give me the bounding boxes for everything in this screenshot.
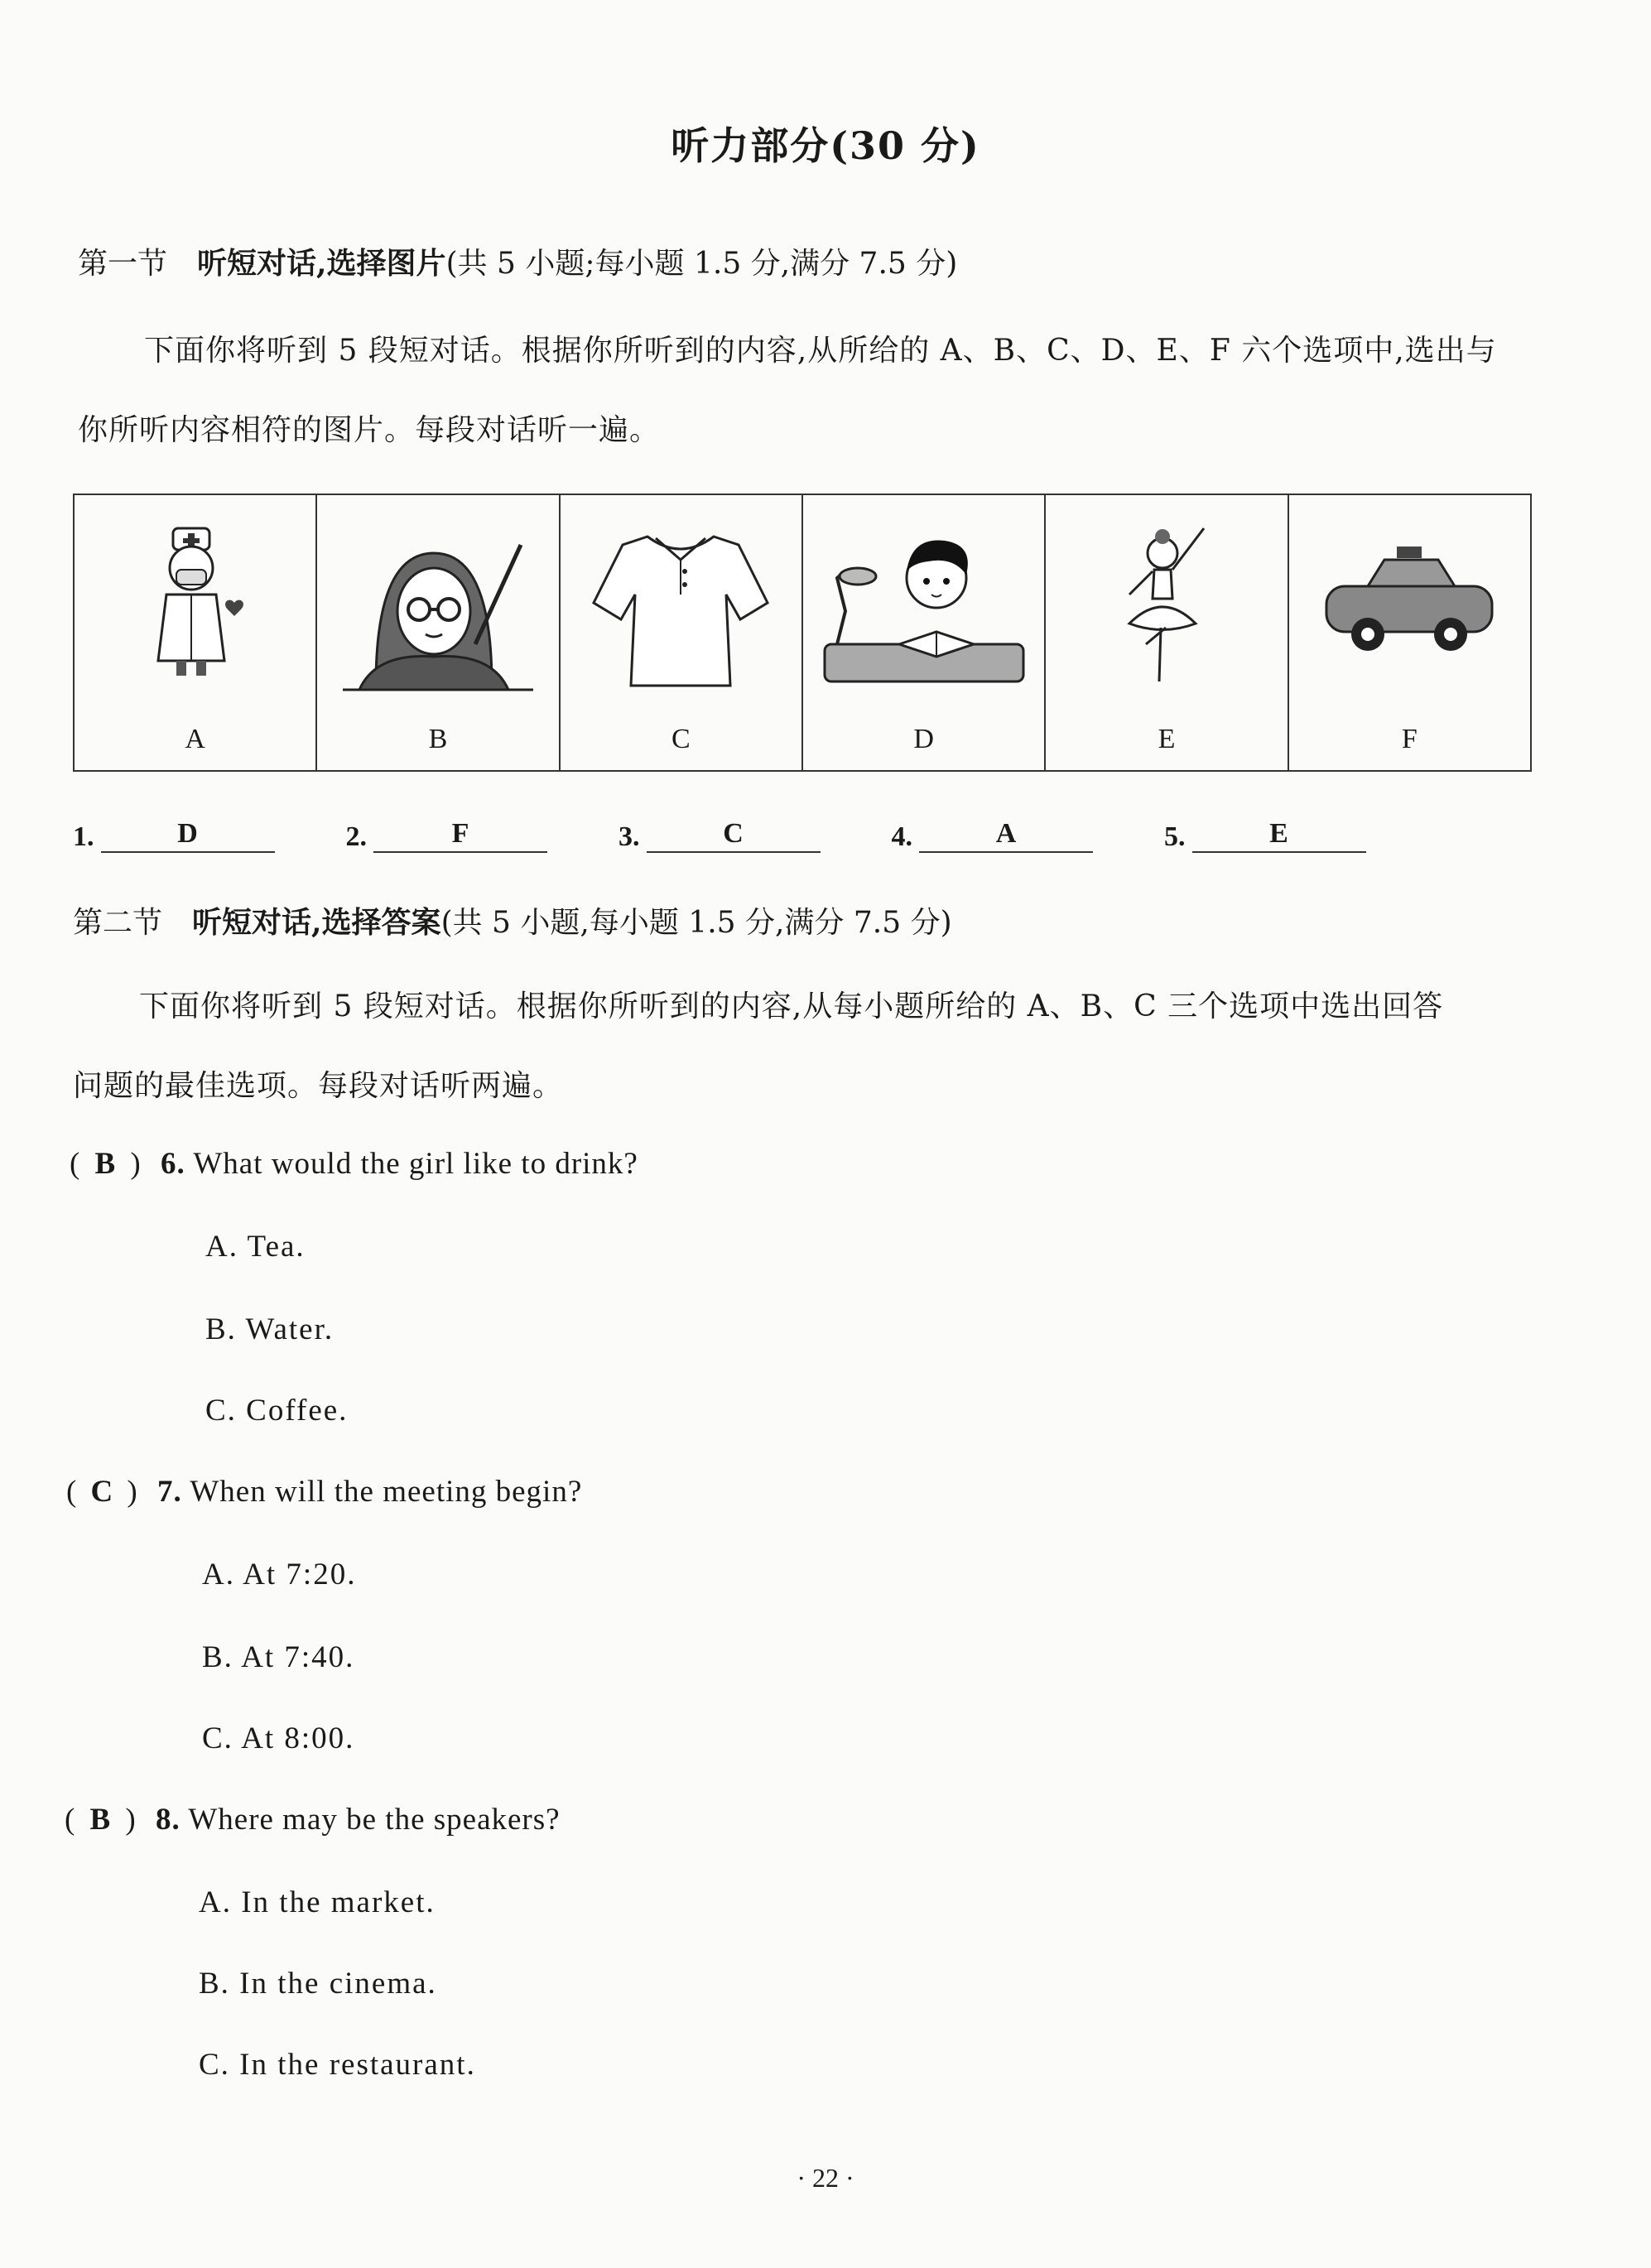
option-c[interactable]: C. In the restaurant.	[199, 2048, 476, 2082]
answer-paren: ( B )	[70, 1147, 142, 1181]
section2-instruction	[73, 967, 1530, 1126]
taxi-icon	[1322, 545, 1496, 669]
question-text: Where may be the speakers?	[188, 1803, 561, 1837]
page-title: 听力部分(30 分)	[671, 123, 980, 168]
answer-item	[1164, 818, 1366, 853]
section2-number: 第二节	[73, 906, 163, 940]
picture-option-d	[803, 495, 1046, 770]
section1-title: 听短对话,选择图片	[197, 246, 446, 281]
answer-blank[interactable]: F	[373, 818, 547, 853]
option-a[interactable]: A. In the market.	[199, 1885, 436, 1919]
option-c[interactable]: C. At 8:00.	[202, 1721, 355, 1755]
picture-option-c	[561, 495, 803, 770]
section1-instruction-line1: 下面你将听到 5 段短对话。根据你所听到的内容,从所给的 A、B、C、D、E、F 六个选项中,选出与	[144, 334, 1497, 368]
option-b[interactable]: B. In the cinema.	[199, 1967, 437, 2001]
answer-number: 4.	[891, 821, 912, 852]
teacher-icon	[343, 520, 533, 694]
student-desk-icon	[821, 520, 1028, 694]
picture-label: C	[671, 724, 691, 754]
picture-label: E	[1158, 724, 1176, 754]
picture-option-b	[317, 495, 560, 770]
section1-number: 第一节	[78, 247, 168, 281]
answer-choice[interactable]: B	[94, 1147, 117, 1181]
question-number: 7.	[157, 1475, 182, 1509]
picture-options-table	[73, 494, 1532, 772]
question-text: When will the meeting begin?	[190, 1475, 583, 1509]
picture-label: B	[428, 724, 448, 754]
answer-paren: ( B )	[65, 1803, 137, 1837]
doctor-icon	[142, 520, 249, 686]
answer-item	[892, 818, 1094, 853]
section1-instruction	[78, 311, 1535, 470]
answer-choice[interactable]: B	[89, 1803, 112, 1837]
answer-blank[interactable]: D	[101, 818, 275, 853]
answer-number: 1.	[73, 821, 94, 852]
answer-number: 5.	[1164, 821, 1186, 852]
section1-header	[78, 240, 957, 282]
section2-instruction-line2: 问题的最佳选项。每段对话听两遍。	[73, 1069, 564, 1103]
option-b[interactable]: B. At 7:40.	[202, 1640, 355, 1674]
question-7	[66, 1474, 582, 1510]
question-number: 6.	[161, 1147, 185, 1181]
picture-label: A	[185, 724, 205, 754]
question-number: 8.	[156, 1803, 181, 1837]
picture-option-a	[75, 495, 317, 770]
question-6	[70, 1146, 638, 1182]
option-b[interactable]: B. Water.	[205, 1312, 335, 1346]
answer-number: 3.	[619, 821, 640, 852]
option-a[interactable]: A. Tea.	[205, 1230, 306, 1264]
section1-answers	[73, 818, 1480, 853]
option-a[interactable]: A. At 7:20.	[202, 1558, 357, 1591]
answer-choice[interactable]: C	[90, 1475, 114, 1509]
page-number: · 22 ·	[797, 2163, 854, 2193]
answer-paren: ( C )	[66, 1475, 138, 1509]
option-c[interactable]: C. Coffee.	[205, 1394, 349, 1428]
question-text: What would the girl like to drink?	[193, 1147, 638, 1181]
shirt-icon	[590, 520, 772, 694]
section2-header	[73, 899, 952, 941]
answer-blank[interactable]: C	[647, 818, 821, 853]
question-8	[65, 1802, 561, 1837]
ballerina-icon	[1113, 520, 1220, 694]
picture-label: D	[913, 724, 934, 754]
section1-instruction-line2: 你所听内容相符的图片。每段对话听一遍。	[78, 413, 661, 447]
picture-option-f	[1289, 495, 1530, 770]
answer-item	[619, 818, 821, 853]
answer-blank[interactable]: A	[919, 818, 1093, 853]
answer-blank[interactable]: E	[1192, 818, 1366, 853]
section1-note: (共 5 小题;每小题 1.5 分,满分 7.5 分)	[445, 247, 958, 281]
picture-option-e	[1046, 495, 1288, 770]
answer-item	[346, 818, 548, 853]
section2-instruction-line1: 下面你将听到 5 段短对话。根据你所听到的内容,从每小题所给的 A、B、C 三个选项中选出回答	[139, 990, 1444, 1023]
section2-title: 听短对话,选择答案	[192, 905, 441, 940]
section2-note: (共 5 小题,每小题 1.5 分,满分 7.5 分)	[440, 906, 952, 940]
answer-item	[73, 818, 275, 853]
answer-number: 2.	[345, 821, 367, 852]
picture-label: F	[1401, 724, 1418, 754]
